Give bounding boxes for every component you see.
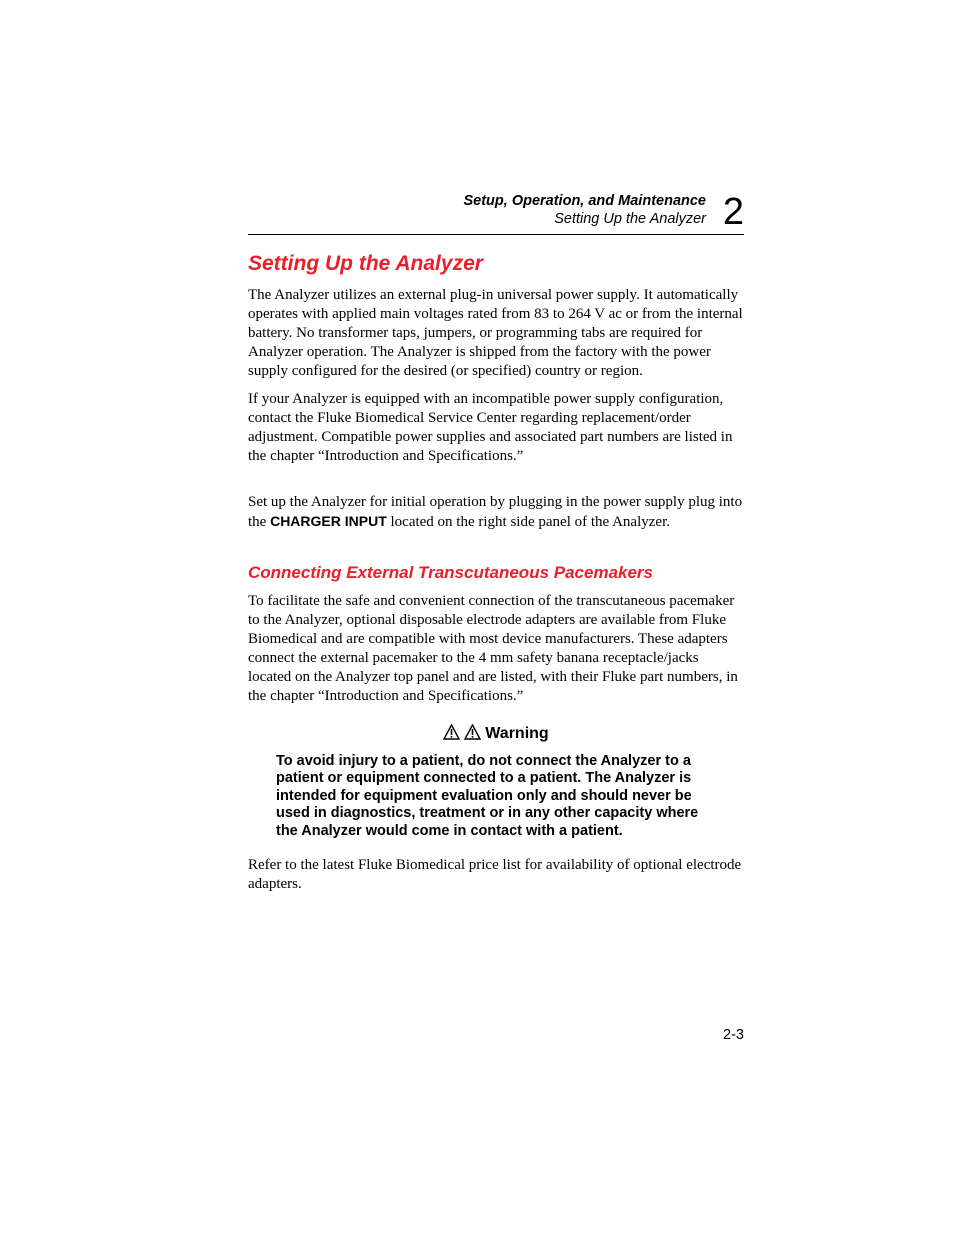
paragraph-text: Set up the Analyzer for initial operation by plugging in the power supply plug into the — [248, 494, 743, 530]
warning-triangle-icon — [443, 724, 460, 746]
page-number: 2-3 — [723, 1027, 744, 1043]
subsection-heading: Connecting External Transcutaneous Pacemakers — [248, 563, 654, 582]
paragraph: Refer to the latest Fluke Biomedical price list for availability of optional electrode adapters. — [248, 857, 742, 893]
paragraph: To facilitate the safe and convenient connection of the transcutaneous pacemaker to the Analyzer, optional disposable electrode adapters are available from Fluke Biomedical and are compatible with most device manufacturers. These adapters connect the external pacemaker to the 4 mm safety banana receptacle/jacks located on the Analyzer top panel and are listed, with their Fluke part numbers, in the chapter “Introduction and Specifications.” — [248, 593, 738, 704]
warning-triangle-icon — [464, 724, 481, 746]
section-heading: Setting Up the Analyzer — [248, 252, 483, 275]
paragraph — [248, 493, 744, 532]
section-title: Setting Up the Analyzer — [554, 211, 706, 227]
charger-input-label: CHARGER INPUT — [270, 513, 387, 529]
page-content — [248, 250, 744, 903]
chapter-number: 2 — [722, 191, 744, 233]
running-header-text — [463, 192, 706, 228]
warning-heading — [248, 724, 744, 746]
paragraph-text: located on the right side panel of the Analyzer. — [390, 514, 670, 530]
warning-label: Warning — [485, 725, 549, 742]
warning-text: To avoid injury to a patient, do not connect the Analyzer to a patient or equipment connected to a patient. The Analyzer is intended for equipment evaluation only and should never be used in diagnostics, treatment or in any other capacity where the Analyzer would come in contact with a patient. — [276, 753, 699, 839]
paragraph: The Analyzer utilizes an external plug-in universal power supply. It automatically operates with applied main voltages rated from 83 to 264 V ac or from the internal battery. No transformer taps, jumpers, or programming tabs are required for Analyzer operation. The Analyzer is shipped from the factory with the power supply configured for the desired (or specified) country or region. — [248, 287, 743, 379]
chapter-title: Setup, Operation, and Maintenance — [463, 193, 706, 209]
paragraph: If your Analyzer is equipped with an incompatible power supply configuration, contact the Fluke Biomedical Service Center regarding replacement/order adjustment. Compatible power supplies and associated part numbers are listed in the chapter “Introduction and Specifications.” — [248, 391, 733, 464]
header-rule — [248, 234, 744, 235]
